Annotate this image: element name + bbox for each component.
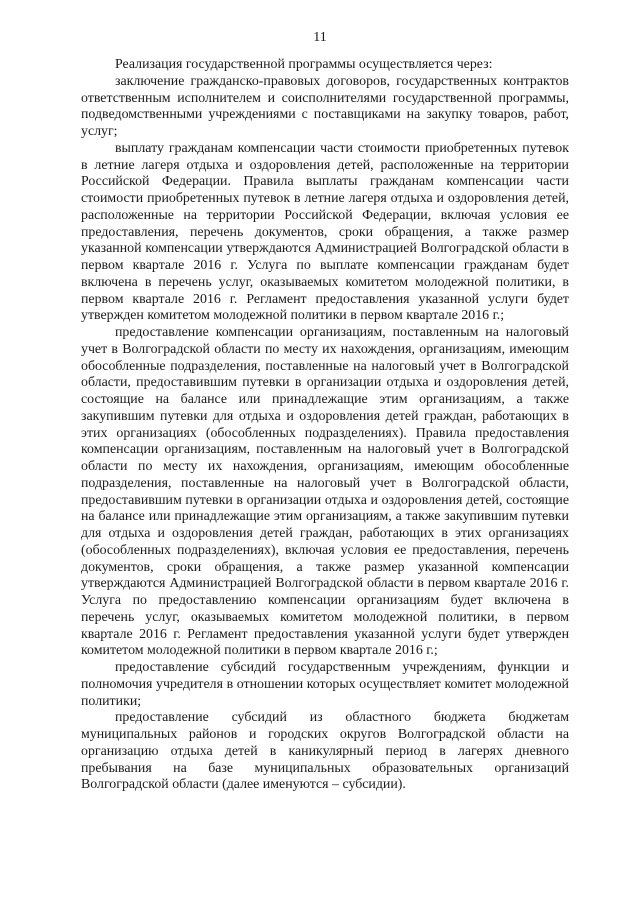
page-number: 11 bbox=[313, 30, 327, 45]
paragraph-municipal-subsidies: предоставление субсидий из областного бюджета бюджетам муниципальных районов и городских округов Волгоградской области на организацию отдыха детей в каникулярный период в лагерях дневного пребывания на базе муниципальных образовательных организаций Волгоградской области (далее именуются – субсидии). bbox=[81, 710, 569, 793]
paragraph-organization-compensation: предоставление компенсации организациям, поставленным на налоговый учет в Волгоградской области по месту их нахождения, организациям, имеющим обособленные подразделения, поставленные на налоговый учет в Волгоградской области, предоставившим путевки в организации отдыха и оздоровления детей, состоящие на балансе или принадлежащие этим организациям, а также закупившим путевки для отдыха и оздоровления детей граждан, работающих в этих организациях (обособленных подразделениях). Правила предоставления компенсации организациям, поставленным на налоговый учет в Волгоградской области по месту их нахождения, организациям, имеющим обособленные подразделения, поставленные на налоговый учет в Волгоградской области, предоставившим путевки в организации отдыха и оздоровления детей, состоящие на балансе или принадлежащие этим организациям, а также закупившим путевки для отдыха и оздоровления детей граждан, работающих в этих организациях (обособленных подразделениях), включая условия ее предоставления, перечень документов, сроки обращения, а также размер указанной компенсации утверждаются Администрацией Волгоградской области в первом квартале 2016 г. Услуга по предоставлению компенсации организациям будет включена в перечень услуг, оказываемых комитетом молодежной политики, в первом квартале 2016 г. Регламент предоставления указанной услуги будет утвержден комитетом молодежной политики в первом квартале 2016 г.; bbox=[81, 325, 569, 659]
paragraph-contracts: заключение гражданско-правовых договоров, государственных контрактов ответственным исполнителем и соисполнителями государственной программы, подведомственными учреждениями с поставщиками на закупку товаров, работ, услуг; bbox=[81, 73, 569, 139]
paragraph-intro: Реализация государственной программы осуществляется через: bbox=[115, 57, 493, 72]
paragraph-citizen-compensation: выплату гражданам компенсации части стоимости приобретенных путевок в летние лагеря отдыха и оздоровления детей, расположенные на территории Российской Федерации. Правила выплаты гражданам компенсации части стоимости приобретенных путевок в летние лагеря отдыха и оздоровления детей, расположенные на территории Российской Федерации, включая условия ее предоставления, перечень документов, сроки обращения, а также размер указанной компенсации утверждаются Администрацией Волгоградской области в первом квартале 2016 г. Услуга по выплате компенсации гражданам будет включена в перечень услуг, оказываемых комитетом молодежной политики, в первом квартале 2016 г. Регламент предоставления указанной услуги будет утвержден комитетом молодежной политики в первом квартале 2016 г.; bbox=[81, 140, 569, 324]
paragraph-state-subsidies: предоставление субсидий государственным учреждениям, функции и полномочия учредителя в отношении которых осуществляет комитет молодежной политики; bbox=[81, 660, 569, 709]
document-body bbox=[81, 57, 569, 794]
